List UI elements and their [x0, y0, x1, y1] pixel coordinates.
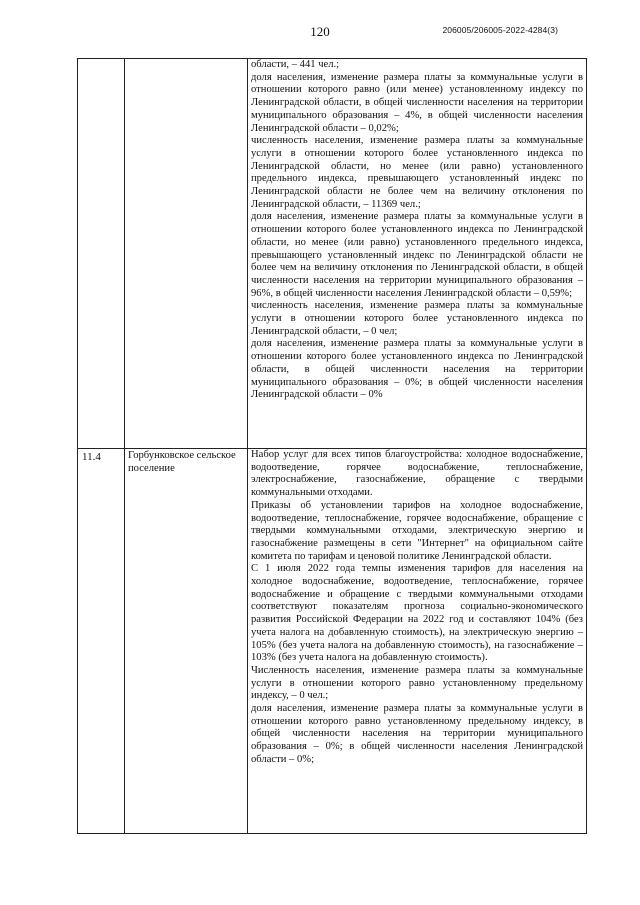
paragraph: доля населения, изменение размера платы за коммунальные услуги в отношении которого более установленного индекса по Ленинградской области, но менее (или равно) установленного предельного индекса, превышающего установленный индекс по Ленинградской области не более чем на величину отклонения по Ленинградской области, в общей численности населения на территории муниципального образования – 96%, в общей численности населения Ленинградской области – 0,59%; — [251, 211, 583, 299]
paragraph: Набор услуг для всех типов благоустройства: холодное водоснабжение, водоотведение, горячее водоснабжение, теплоснабжение, электроснабжение, газоснабжение, обращение с твердыми коммунальными отходами. — [251, 449, 583, 499]
paragraph: доля населения, изменение размера платы за коммунальные услуги в отношении которого равно установленному предельному индексу, в общей численности населения на территории муниципального образования – 0%; в общей численности населения Ленинградской области – 0%; — [251, 703, 583, 765]
row-number: 11.4 — [82, 451, 101, 463]
content-cell — [248, 449, 587, 834]
data-table — [77, 58, 587, 834]
paragraph: доля населения, изменение размера платы за коммунальные услуги в отношении которого более установленного индекса по Ленинградской области, в общей численности населения на территории муниципального образования – 0%; в общей численности населения Ленинградской области – 0% — [251, 338, 583, 401]
content-text — [248, 449, 586, 767]
paragraph: доля населения, изменение размера платы за коммунальные услуги в отношении которого равно (или менее) установленному индексу по Ленинградской области, в общей численности населения на территории муниципального образования – 4%, в общей численности населения Ленинградской области – 0,02%; — [251, 71, 583, 134]
paragraph: С 1 июля 2022 года темпы изменения тарифов для населения на холодное водоснабжение, водоотведение, теплоснабжение, горячее водоснабжение и обращение с твердыми коммунальными отходами соответствуют показателям прогноза социально-экономического развития Российской Федерации на 2022 год и составляют 104% (без учета налога на добавленную стоимость), на электрическую энергию – 105% (без учета налога на добавленную стоимость), на газоснабжение – 103% (без учета налога на добавленную стоимость). — [251, 563, 583, 664]
content-cell — [248, 59, 587, 449]
paragraph: области, – 441 чел.; — [251, 59, 340, 70]
paragraph: Приказы об установлении тарифов на холодное водоснабжение, водоотведение, теплоснабжение, горячее водоснабжение, обращение с твердыми коммунальными отходами, электрическую энергию и газоснабжение размещены в сети "Интернет" на официальном сайте комитета по тарифам и ценовой политике Ленинградской области. — [251, 499, 583, 562]
settlement-name: Горбунковское сельское поселение — [128, 450, 236, 474]
paragraph: Численность населения, изменение размера платы за коммунальные услуги в отношении которого равно установленному предельному индексу, – 0 чел.; — [251, 664, 583, 702]
paragraph: численность населения, изменение размера платы за коммунальные услуги в отношении которого более установленного индекса по Ленинградской области, – 0 чел; — [251, 300, 583, 337]
document-id: 206005/206005-2022-4284(3) — [442, 25, 558, 35]
paragraph: численность населения, изменение размера платы за коммунальные услуги в отношении которого более установленного индекса по Ленинградской области, но менее (или равно) установленного предельного индекса, превышающего установленный индекс по Ленинградской области не более чем на величину отклонения по Ленинградской области, – 11369 чел.; — [251, 135, 583, 210]
number-cell — [78, 59, 125, 449]
page-number: 120 — [310, 24, 330, 39]
table-row — [78, 59, 587, 449]
name-cell — [125, 59, 248, 449]
content-text — [248, 59, 586, 402]
table-row — [78, 449, 587, 834]
number-cell — [78, 449, 125, 834]
name-cell — [125, 449, 248, 834]
